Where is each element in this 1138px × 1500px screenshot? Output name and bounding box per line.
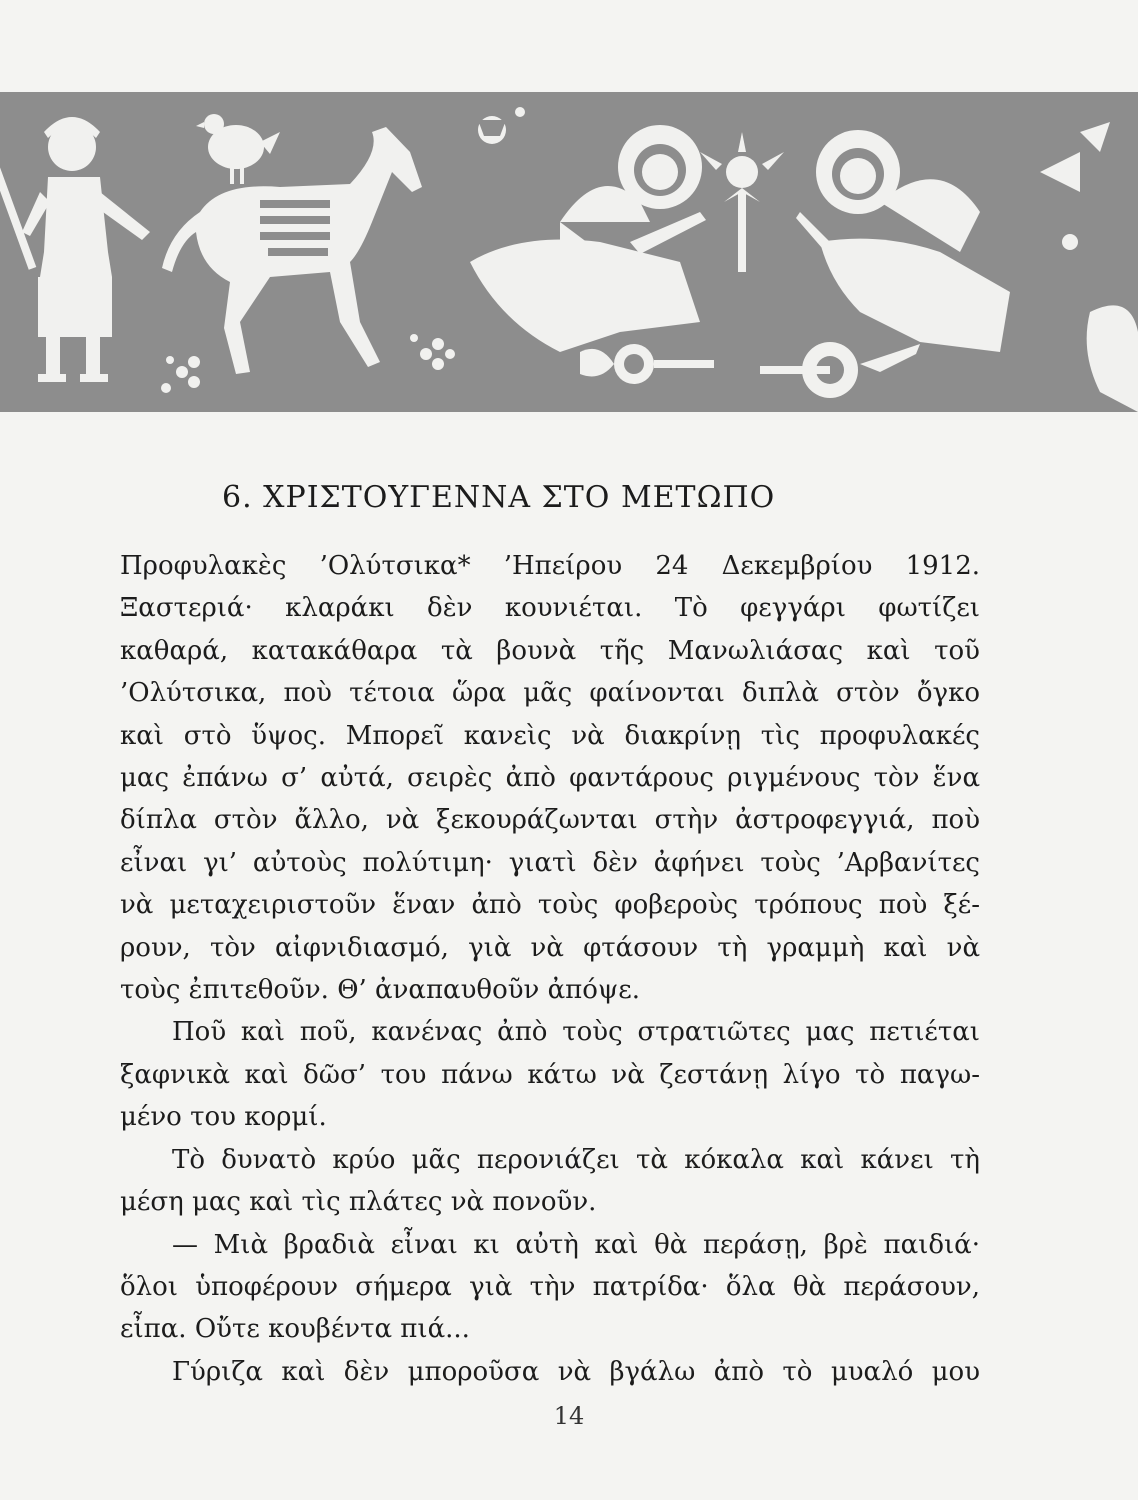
- trumpet-icon: [580, 342, 920, 398]
- text-line: νὰ μεταχειριστοῦν ἕναν ἀπὸ τοὺς φοβεροὺς τρόπους ποὺ ξέ-: [120, 890, 980, 921]
- text-line: Ξαστεριά· κλαράκι δὲν κουνιέται. Τὸ φεγγάρι φωτίζει: [120, 593, 980, 624]
- text-line: δίπλα στὸν ἄλλο, νὰ ξεκουράζωνται στὴν ἀστροφεγγιά, ποὺ: [120, 805, 980, 836]
- angel-icon: [796, 130, 1010, 352]
- text-line: Προφυλακὲς ’Ολύτσικα* ’Ηπείρου 24 Δεκεμβρίου 1912.: [120, 551, 980, 581]
- text-line: ρουν, τὸν αἰφνιδιασμό, γιὰ νὰ φτάσουν τὴ γραμμὴ καὶ νὰ: [120, 932, 980, 963]
- figure-man-icon: [0, 117, 150, 382]
- text-line: τοὺς ἐπιτεθοῦν. Θ’ ἀναπαυθοῦν ἀπόψε.: [120, 975, 641, 1006]
- text-line: — Μιὰ βραδιὰ εἶναι κι αὐτὴ καὶ θὰ περάσῃ, βρὲ παιδιά·: [172, 1229, 980, 1260]
- text-line: Γύριζα καὶ δὲν μποροῦσα νὰ βγάλω ἀπὸ τὸ μυαλό μου: [172, 1356, 980, 1387]
- flower-icon: [161, 334, 455, 393]
- page-number: 14: [553, 1402, 585, 1430]
- horse-icon: [162, 127, 422, 374]
- text-line: μέση μας καὶ τὶς πλάτες νὰ πονοῦν.: [120, 1187, 597, 1218]
- chapter-title: 6. ΧΡΙΣΤΟΥΓΕΝΝΑ ΣΤΟ ΜΕΤΩΠΟ: [222, 480, 776, 515]
- angel-icon: [470, 125, 706, 352]
- text-line: μας ἐπάνω σ’ αὐτά, σειρὲς ἀπὸ φαντάρους ριγμένους τὸν ἕνα: [120, 763, 980, 794]
- text-line: μένο του κορμί.: [120, 1102, 327, 1133]
- text-line: καθαρά, κατακάθαρα τὰ βουνὰ τῆς Μανωλιάσας καὶ τοῦ: [120, 635, 980, 666]
- leaf-ornament-icon: [1040, 122, 1138, 412]
- text-line: εἶναι γι’ αὐτοὺς πολύτιμη· γιατὶ δὲν ἀφήνει τοὺς ’Αρβανίτες: [120, 847, 980, 878]
- body-text: [120, 545, 980, 1393]
- bird-icon: [196, 114, 280, 184]
- text-line: ὅλοι ὑποφέρουν σήμερα γιὰ τὴν πατρίδα· ὅλα θὰ περάσουν,: [120, 1271, 980, 1302]
- text-line: εἶπα. Οὔτε κουβέντα πιά...: [120, 1314, 470, 1345]
- text-line: ’Ολύτσικα, ποὺ τέτοια ὥρα μᾶς φαίνονται διπλὰ στὸν ὄγκο: [120, 678, 980, 709]
- text-line: Τὸ δυνατὸ κρύο μᾶς περονιάζει τὰ κόκαλα καὶ κάνει τὴ: [172, 1144, 980, 1175]
- ornament-icon: [478, 107, 525, 144]
- text-line: ξαφνικὰ καὶ δῶσ’ του πάνω κάτω νὰ ζεστάνῃ λίγο τὸ παγω-: [120, 1059, 980, 1090]
- text-line: καὶ στὸ ὕψος. Μπορεῖ κανεὶς νὰ διακρίνῃ τὶς προφυλακές: [120, 720, 980, 751]
- text-line: Ποῦ καὶ ποῦ, κανένας ἀπὸ τοὺς στρατιῶτες μας πετιέται: [172, 1017, 980, 1048]
- decorative-banner: [0, 92, 1138, 412]
- folk-art-banner-icon: [0, 92, 1138, 412]
- star-icon: [700, 132, 784, 272]
